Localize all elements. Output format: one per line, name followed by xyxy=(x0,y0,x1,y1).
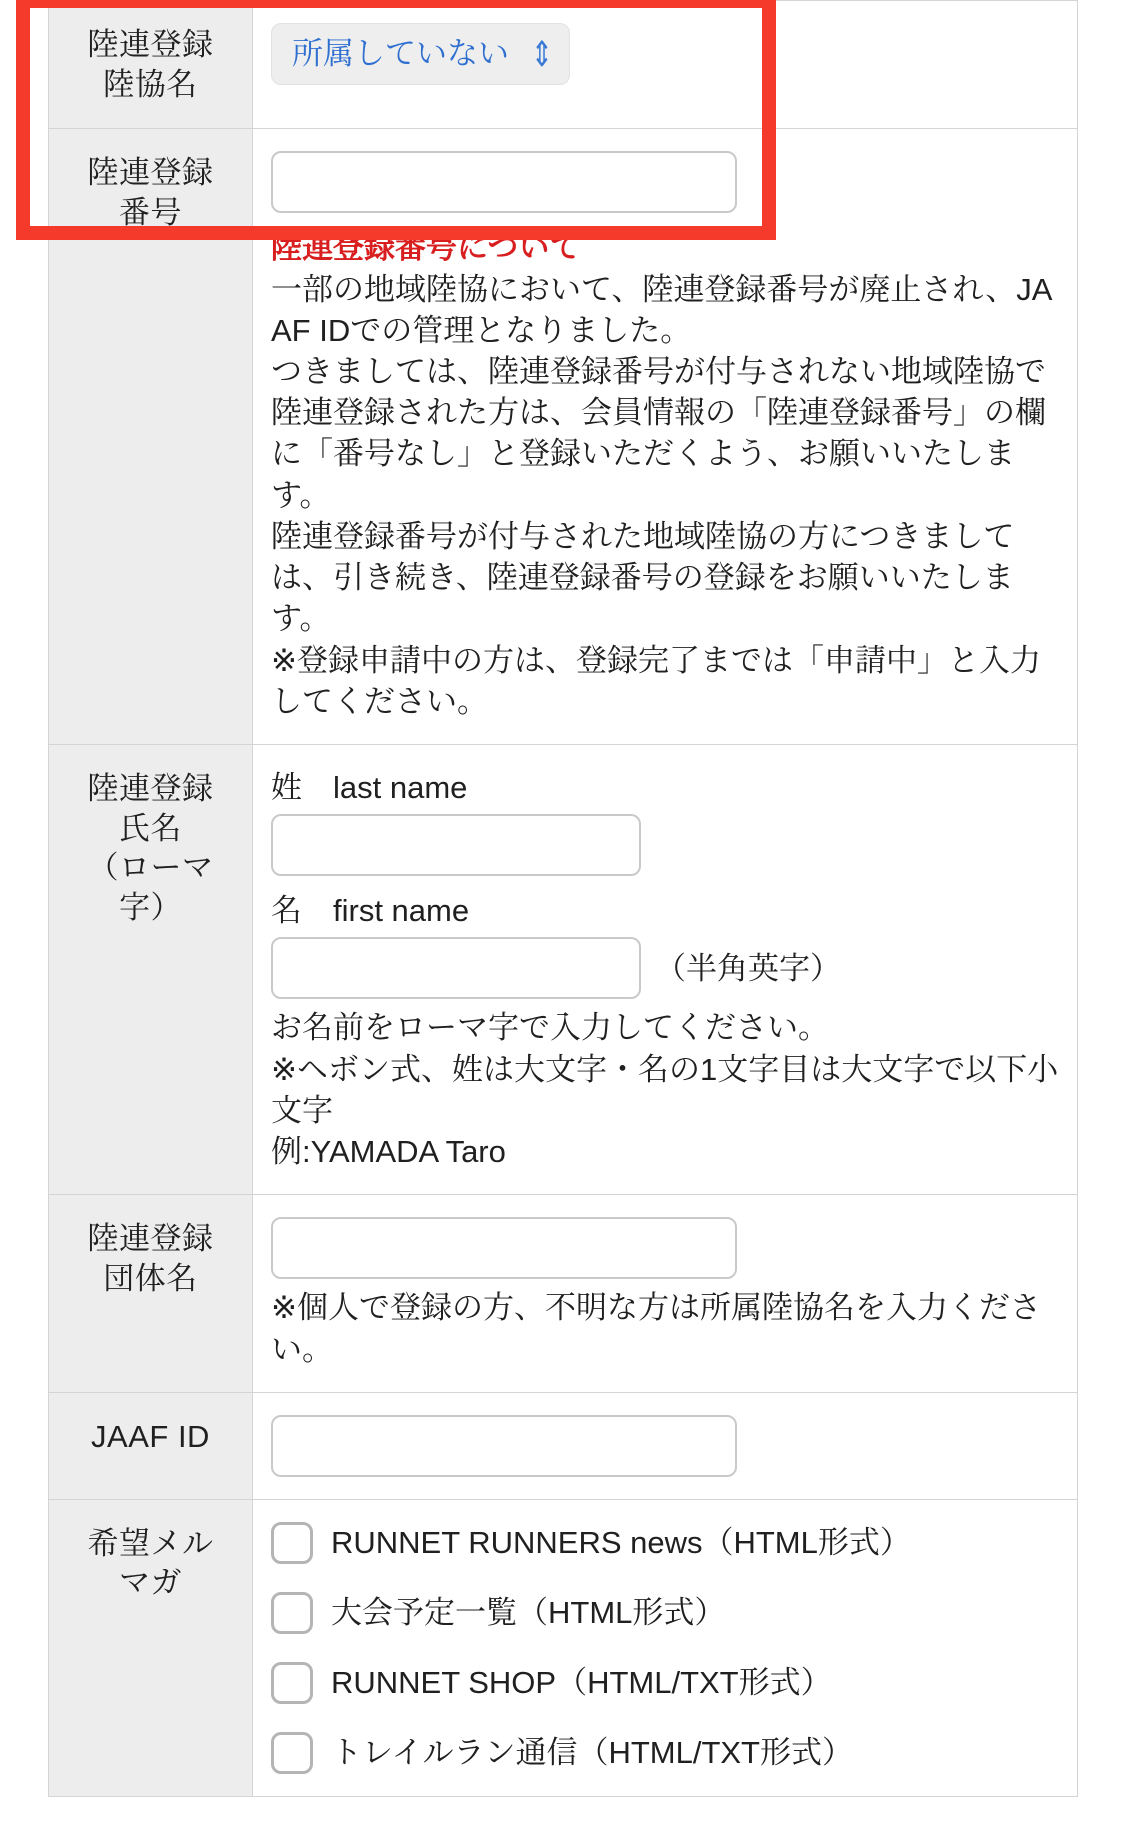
label-line: （ローマ xyxy=(87,850,214,886)
newsletter-option-4-label: トレイルラン通信（HTML/TXT形式） xyxy=(331,1735,853,1771)
romaji-note-2: ※ヘボン式、姓は大文字・名の1文字目は大文字で以下小文字 xyxy=(271,1051,1059,1128)
table-row-registration-number xyxy=(49,129,1078,745)
registration-number-note-3: 陸連登録番号が付与された地域陸協の方につきましては、引き続き、陸連登録番号の登録をお願いいたします。 xyxy=(271,518,1015,637)
label-line: 陸連登録 xyxy=(87,770,214,806)
table-row-association-name xyxy=(49,1,1078,129)
registration-number-note-2: つきましては、陸連登録番号が付与されない地域陸協で陸連登録された方は、会員情報の「陸連登録番号」の欄に「番号なし」と登録いただくよう、お願いいたします。 xyxy=(271,354,1046,513)
label-line: 陸連登録 xyxy=(87,155,214,191)
row-value-newsletters xyxy=(253,1499,1078,1796)
last-name-label: 姓 last name xyxy=(271,769,468,805)
row-value-jaaf-id xyxy=(253,1392,1078,1499)
chevron-updown-icon: ⇕ xyxy=(531,33,553,75)
row-label-jaaf-id xyxy=(49,1392,253,1499)
row-value-association-name xyxy=(253,1,1078,129)
label-line: 陸連登録 xyxy=(87,27,214,62)
newsletter-option-2[interactable] xyxy=(271,1592,1059,1634)
registration-number-input[interactable] xyxy=(271,151,737,213)
newsletter-option-1-label: RUNNET RUNNERS news（HTML形式） xyxy=(331,1525,911,1561)
newsletter-option-4[interactable] xyxy=(271,1732,1059,1774)
label-line: 番号 xyxy=(119,195,182,231)
table-row-jaaf-id xyxy=(49,1392,1078,1499)
table-row-romaji-name xyxy=(49,744,1078,1194)
label-line: JAAF ID xyxy=(91,1418,210,1454)
newsletter-option-2-label: 大会予定一覧（HTML形式） xyxy=(331,1595,726,1631)
registration-number-note-1: 一部の地域陸協において、陸連登録番号が廃止され、JAAF IDでの管理となりました。 xyxy=(271,271,1053,348)
registration-number-red-heading: 陸連登録番号について xyxy=(271,230,581,266)
jaaf-id-input[interactable] xyxy=(271,1415,737,1477)
row-label-romaji-name xyxy=(49,744,253,1194)
romaji-charset-hint: （半角英字） xyxy=(655,950,841,986)
member-info-form xyxy=(48,0,1078,1797)
newsletter-option-3[interactable] xyxy=(271,1662,1059,1704)
newsletter-option-1[interactable] xyxy=(271,1522,1059,1564)
romaji-note-1: お名前をローマ字で入力してください。 xyxy=(271,1010,829,1046)
label-line: 団体名 xyxy=(103,1260,198,1296)
row-value-registration-number xyxy=(253,129,1078,745)
label-line: 希望メル xyxy=(87,1525,214,1561)
row-label-organization-name xyxy=(49,1195,253,1392)
row-value-organization-name xyxy=(253,1195,1078,1392)
registration-number-note-4: ※登録申請中の方は、登録完了までは「申請中」と入力してください。 xyxy=(271,642,1041,719)
romaji-note-3: 例:YAMADA Taro xyxy=(271,1134,506,1170)
row-label-association-name xyxy=(49,1,253,129)
row-label-newsletters xyxy=(49,1499,253,1796)
label-line: マガ xyxy=(119,1565,182,1601)
newsletter-option-3-label: RUNNET SHOP（HTML/TXT形式） xyxy=(331,1665,832,1701)
label-line: 氏名 xyxy=(119,810,182,846)
organization-name-note: ※個人で登録の方、不明な方は所属陸協名を入力ください。 xyxy=(271,1290,1041,1367)
checkbox-icon[interactable] xyxy=(271,1732,313,1774)
table-row-organization-name xyxy=(49,1195,1078,1392)
checkbox-icon[interactable] xyxy=(271,1662,313,1704)
last-name-input[interactable] xyxy=(271,814,641,876)
table-row-newsletters xyxy=(49,1499,1078,1796)
row-label-registration-number xyxy=(49,129,253,745)
association-name-select[interactable] xyxy=(271,23,570,85)
checkbox-icon[interactable] xyxy=(271,1592,313,1634)
first-name-input[interactable] xyxy=(271,937,641,999)
first-name-label: 名 first name xyxy=(271,893,470,929)
label-line: 陸協名 xyxy=(103,66,198,102)
association-name-selected-value: 所属していない xyxy=(292,36,509,72)
label-line: 陸連登録 xyxy=(87,1221,214,1257)
label-line: 字） xyxy=(119,889,182,925)
checkbox-icon[interactable] xyxy=(271,1522,313,1564)
row-value-romaji-name xyxy=(253,744,1078,1194)
organization-name-input[interactable] xyxy=(271,1217,737,1279)
